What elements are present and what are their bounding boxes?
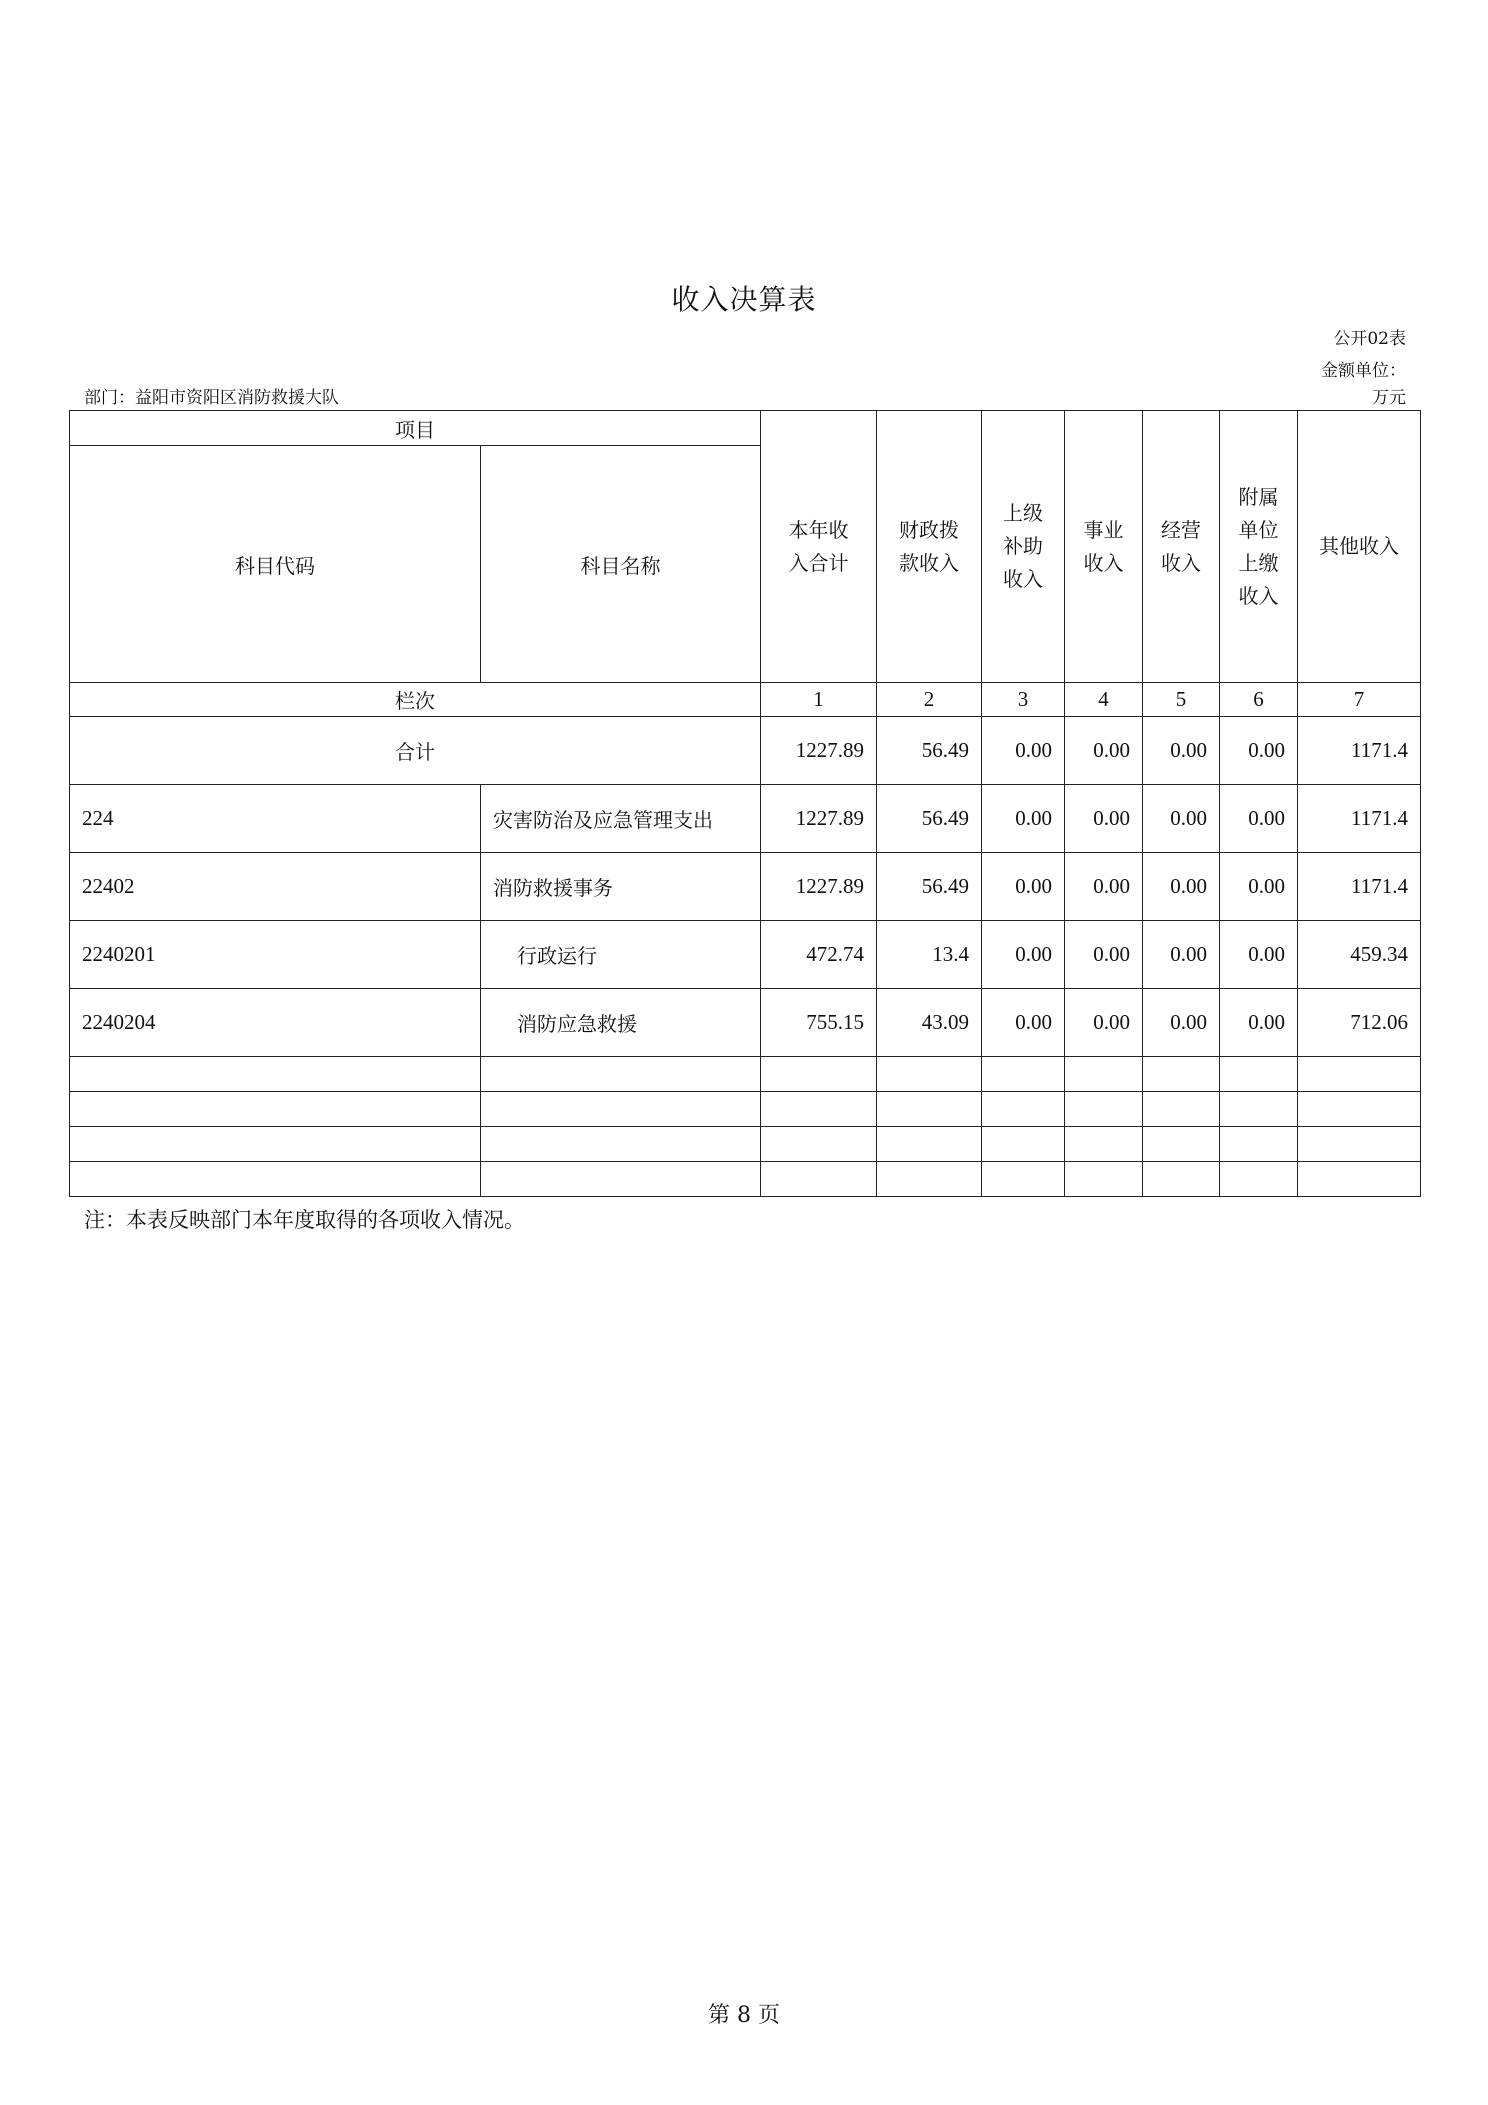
amount-cell: 0.00 [1065, 853, 1143, 921]
header-text: 入合计 [788, 550, 849, 575]
header-col-operating-income [1143, 411, 1220, 683]
total-cell: 0.00 [1143, 717, 1220, 785]
amount-cell: 0.00 [982, 921, 1065, 989]
header-text: 收入 [1003, 567, 1043, 591]
header-text: 上缴 [1238, 550, 1279, 575]
header-col-other-income [1298, 411, 1421, 683]
department-label: 部门：益阳市资阳区消防救援大队 [84, 388, 339, 408]
column-number: 1 [761, 683, 877, 717]
amount-cell: 712.06 [1298, 989, 1421, 1057]
amount-cell: 755.15 [761, 989, 877, 1057]
amount-cell: 0.00 [1143, 989, 1220, 1057]
amount-cell: 0.00 [1065, 921, 1143, 989]
revenue-table [69, 410, 1421, 1197]
empty-row [70, 1127, 1421, 1162]
column-index-row [70, 683, 1421, 717]
header-text: 收入 [1238, 583, 1279, 608]
empty-row [70, 1162, 1421, 1197]
header-text: 收入 [1083, 550, 1124, 575]
total-cell: 0.00 [982, 717, 1065, 785]
column-number: 6 [1220, 683, 1298, 717]
amount-cell: 0.00 [1065, 989, 1143, 1057]
subject-name: 行政运行 [481, 921, 761, 989]
amount-cell: 0.00 [1220, 921, 1298, 989]
table-row [70, 989, 1421, 1057]
header-text: 上级 [1003, 501, 1043, 525]
amount-cell: 1227.89 [761, 853, 877, 921]
header-text: 财政拨 [899, 517, 959, 542]
header-col-business-income [1065, 411, 1143, 683]
column-number: 4 [1065, 683, 1143, 717]
header-text: 收入 [1161, 550, 1201, 575]
column-number: 2 [877, 683, 982, 717]
amount-cell: 13.4 [877, 921, 982, 989]
unit-label: 金额单位： [1321, 361, 1406, 381]
amount-cell: 0.00 [982, 853, 1065, 921]
total-cell: 0.00 [1065, 717, 1143, 785]
header-text: 补助 [1003, 534, 1043, 558]
amount-cell: 0.00 [1065, 785, 1143, 853]
header-col-superior-subsidy [982, 411, 1065, 683]
column-index-label: 栏次 [70, 683, 761, 717]
amount-cell: 0.00 [1143, 853, 1220, 921]
total-row [70, 717, 1421, 785]
amount-cell: 56.49 [877, 853, 982, 921]
header-name: 科目名称 [481, 446, 761, 683]
amount-cell: 0.00 [982, 989, 1065, 1057]
amount-cell: 0.00 [1143, 785, 1220, 853]
page-number: 第 8 页 [708, 2003, 780, 2028]
total-cell: 0.00 [1220, 717, 1298, 785]
header-text: 款收入 [899, 550, 959, 575]
table-row [70, 785, 1421, 853]
subject-name: 消防救援事务 [481, 853, 761, 921]
subject-code: 2240204 [70, 989, 481, 1057]
subject-name: 消防应急救援 [481, 989, 761, 1057]
total-label: 合计 [70, 717, 761, 785]
column-number: 5 [1143, 683, 1220, 717]
header-code: 科目代码 [70, 446, 481, 683]
amount-cell: 1227.89 [761, 785, 877, 853]
amount-cell: 56.49 [877, 785, 982, 853]
amount-cell: 0.00 [1220, 989, 1298, 1057]
column-number: 7 [1298, 683, 1421, 717]
empty-row [70, 1057, 1421, 1092]
header-text: 其他收入 [1319, 534, 1399, 558]
total-cell: 56.49 [877, 717, 982, 785]
header-text: 本年收 [788, 517, 849, 542]
amount-cell: 1171.4 [1298, 853, 1421, 921]
subject-name: 灾害防治及应急管理支出 [481, 785, 761, 853]
table-note: 注：本表反映部门本年度取得的各项收入情况。 [84, 1208, 525, 1232]
column-number: 3 [982, 683, 1065, 717]
header-col-affiliated-remittance [1220, 411, 1298, 683]
subject-code: 22402 [70, 853, 481, 921]
total-cell: 1171.4 [1298, 717, 1421, 785]
header-row-1 [70, 411, 1421, 446]
amount-cell: 1171.4 [1298, 785, 1421, 853]
amount-cell: 0.00 [1143, 921, 1220, 989]
header-text: 附属 [1238, 484, 1279, 509]
header-text: 事业 [1083, 517, 1124, 542]
header-col-fiscal-allocation [877, 411, 982, 683]
header-col-total-income [761, 411, 877, 683]
empty-row [70, 1092, 1421, 1127]
table-row [70, 921, 1421, 989]
form-code: 公开02表 [1333, 329, 1406, 349]
header-project: 项目 [70, 411, 761, 446]
subject-code: 2240201 [70, 921, 481, 989]
unit-value: 万元 [1372, 388, 1406, 408]
subject-code: 224 [70, 785, 481, 853]
document-title: 收入决算表 [671, 283, 817, 316]
header-text: 经营 [1161, 517, 1201, 542]
amount-cell: 43.09 [877, 989, 982, 1057]
amount-cell: 0.00 [1220, 785, 1298, 853]
amount-cell: 472.74 [761, 921, 877, 989]
table-row [70, 853, 1421, 921]
amount-cell: 0.00 [1220, 853, 1298, 921]
header-text: 单位 [1238, 517, 1279, 542]
amount-cell: 459.34 [1298, 921, 1421, 989]
amount-cell: 0.00 [982, 785, 1065, 853]
total-cell: 1227.89 [761, 717, 877, 785]
